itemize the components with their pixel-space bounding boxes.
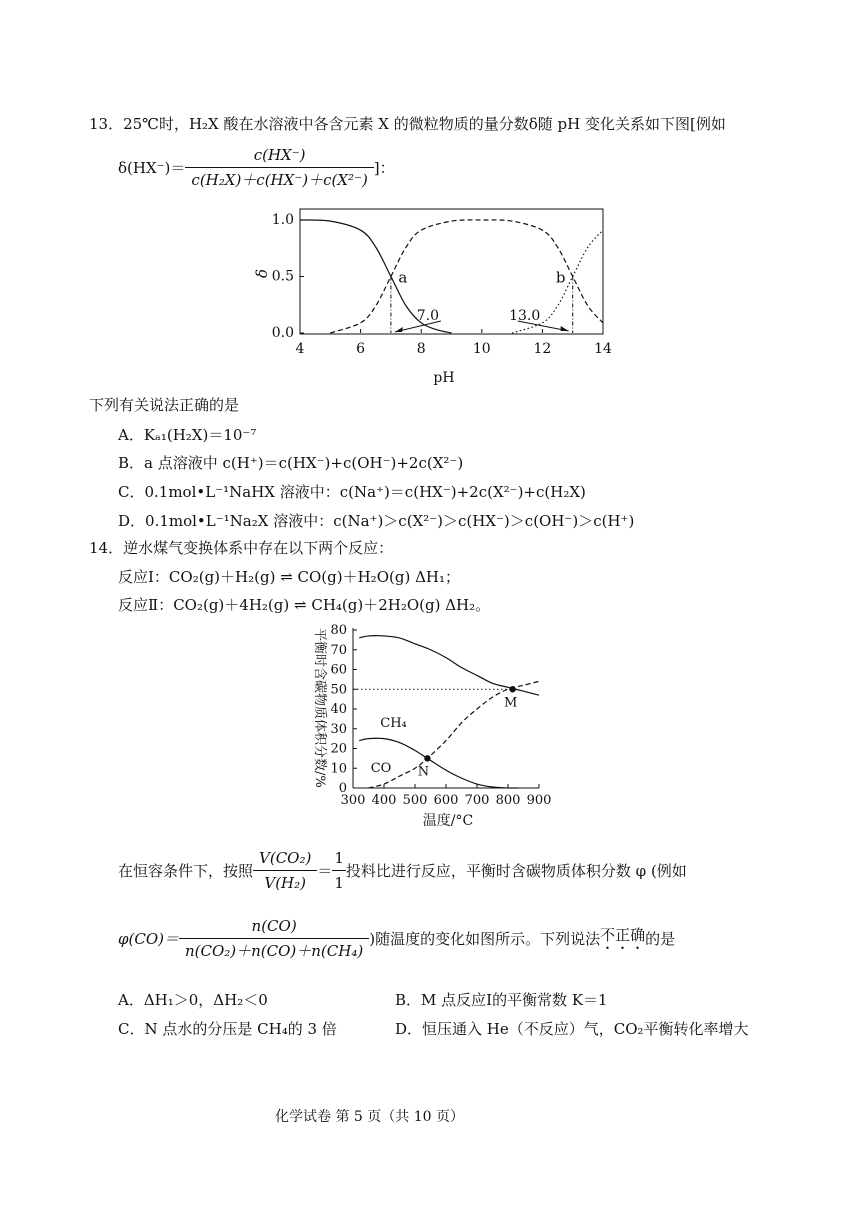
q13-formula (118, 145, 395, 190)
point-label-b: b (555, 268, 566, 287)
x-tick-label: 500 (402, 793, 428, 808)
q13-option-a[interactable]: A．Kₐ₁(H₂X)＝10⁻⁷ (118, 426, 257, 444)
q14-phi-numerator: n(CO) (179, 916, 369, 939)
q14-phi-formula (118, 916, 675, 961)
q14-ratio-eq: ＝ (317, 861, 333, 880)
point-label-M: M (503, 695, 518, 711)
q13-formula-lhs: δ(HX⁻)＝ (118, 158, 186, 177)
point-label-a: a (398, 268, 408, 287)
x-tick-label: 8 (416, 341, 426, 357)
q13-fraction-numerator: c(HX⁻) (185, 145, 373, 168)
q14-option-c[interactable]: C．N 点水的分压是 CH₄的 3 倍 (118, 1020, 337, 1038)
q14-reaction-1: 反应Ⅰ：CO₂(g)＋H₂(g) ⇌ CO(g)＋H₂O(g) ΔH₁； (118, 568, 460, 586)
x-tick-label: 300 (340, 793, 366, 808)
annotation-7: 7.0 (416, 308, 440, 324)
x-tick-label: 400 (371, 793, 397, 808)
chart2-xlabel: 温度/°C (422, 813, 474, 829)
y-tick-label: 30 (330, 721, 347, 737)
y-tick-label: 60 (330, 662, 347, 678)
q14-ratio-value-num: 1 (332, 848, 346, 871)
q13-formula-tail: ]： (373, 158, 395, 177)
q13-option-c[interactable]: C．0.1mol•L⁻¹NaHX 溶液中：c(Na⁺)＝c(HX⁻)+2c(X²⁻)+c(H₂X) (118, 483, 586, 501)
q14-phi-post-a: )随温度的变化如图所示。下列说法 (369, 929, 601, 948)
q13-option-d[interactable]: D．0.1mol•L⁻¹Na₂X 溶液中：c(Na⁺)＞c(X²⁻)＞c(HX⁻)＞c(OH⁻)＞c(H⁺) (118, 512, 635, 530)
y-tick-label: 70 (330, 642, 347, 658)
q13-stem (89, 114, 726, 134)
point-label-N: N (417, 764, 430, 780)
q14-number: 14． (89, 539, 124, 557)
y-tick-label: 20 (330, 741, 347, 757)
q14-condition (118, 848, 687, 893)
point-N (424, 755, 430, 761)
chart-volume-fraction-temp (296, 620, 558, 835)
x-tick-label: 900 (526, 793, 552, 808)
x-tick-label: 10 (472, 341, 491, 357)
x-tick-label: 14 (594, 341, 612, 357)
q14-ratio-denominator: V(H₂) (264, 874, 306, 892)
q13-question: 下列有关说法正确的是 (89, 396, 240, 414)
q13-number: 13． (89, 115, 124, 133)
q14-ratio-value (332, 848, 346, 893)
series-label-co: CO (370, 761, 392, 777)
y-tick-label: 0.0 (271, 325, 294, 341)
chart1-xlabel: pH (433, 370, 455, 386)
q13-option-b[interactable]: B．a 点溶液中 c(H⁺)＝c(HX⁻)+c(OH⁻)+2c(X²⁻) (118, 454, 464, 472)
x-tick-label: 12 (533, 341, 552, 357)
x-tick-label: 800 (495, 793, 521, 808)
chart2-ylabel: 平衡时含碳物质体积分数/% (312, 628, 327, 788)
y-tick-label: 40 (330, 702, 347, 717)
annotation-13-arrowhead (561, 326, 569, 331)
x-tick-label: 4 (295, 341, 305, 357)
q14-phi-emphasis: 不正确 (600, 925, 646, 944)
q14-phi-post-c: 的是 (645, 929, 676, 948)
q14-stem-text: 逆水煤气变换体系中存在以下两个反应： (123, 539, 394, 557)
page-footer: 化学试卷 第 5 页（共 10 页） (275, 1109, 464, 1125)
q14-ratio-fraction (253, 848, 317, 893)
q13-fraction (185, 145, 373, 190)
q14-option-a[interactable]: A．ΔH₁＞0，ΔH₂＜0 (118, 991, 268, 1009)
x-tick-label: 700 (464, 793, 490, 808)
y-tick-label: 50 (330, 682, 347, 698)
y-tick-label: 80 (330, 623, 347, 638)
y-tick-label: 1.0 (271, 212, 294, 228)
chart-delta-ph (245, 200, 625, 395)
series-label-ch4: CH₄ (380, 715, 407, 731)
q14-ratio-numerator: V(CO₂) (253, 848, 317, 871)
q14-option-b[interactable]: B．M 点反应Ⅰ的平衡常数 K＝1 (395, 991, 608, 1009)
q14-phi-fraction (179, 916, 369, 961)
q14-cond-pre: 在恒容条件下，按照 (118, 861, 254, 880)
annotation-7-arrowhead (395, 327, 403, 332)
q14-phi-denominator: n(CO₂)＋n(CO)＋n(CH₄) (184, 942, 364, 960)
q14-reaction-2: 反应Ⅱ：CO₂(g)＋4H₂(g) ⇌ CH₄(g)＋2H₂O(g) ΔH₂。 (118, 596, 491, 614)
y-tick-label: 0 (338, 781, 347, 796)
point-M (509, 686, 515, 692)
y-tick-label: 0.5 (271, 268, 294, 285)
q14-ratio-value-den: 1 (334, 874, 344, 892)
x-tick-label: 6 (356, 341, 366, 357)
q14-option-d[interactable]: D．恒压通入 He（不反应）气，CO₂平衡转化率增大 (395, 1020, 749, 1038)
q14-stem (89, 538, 393, 558)
x-tick-label: 600 (433, 793, 459, 808)
q13-stem-text: 25℃时，H₂X 酸在水溶液中各含元素 X 的微粒物质的量分数δ随 pH 变化关系如下图[例如 (123, 115, 726, 133)
q14-phi-lhs: φ(CO)＝ (118, 929, 179, 948)
q14-cond-post: 投料比进行反应，平衡时含碳物质体积分数 φ (例如 (345, 861, 687, 880)
y-tick-label: 10 (330, 761, 347, 777)
chart1-ylabel: δ (253, 268, 271, 278)
annotation-13: 13.0 (509, 308, 541, 324)
q13-fraction-denominator: c(H₂X)＋c(HX⁻)＋c(X²⁻) (191, 171, 368, 189)
